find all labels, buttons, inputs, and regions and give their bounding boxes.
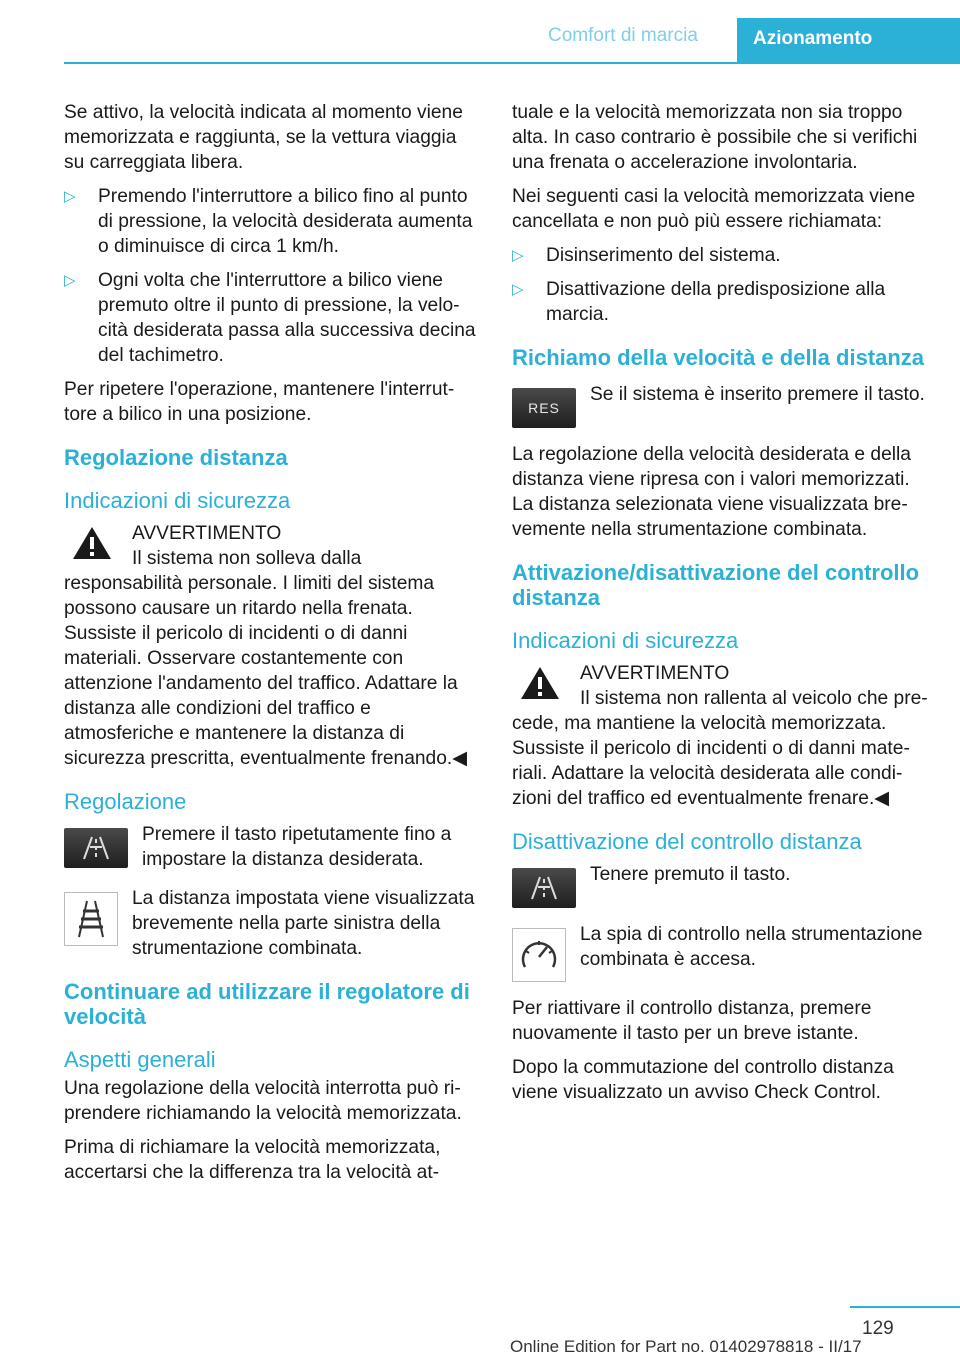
subsection-heading: Aspetti generali bbox=[64, 1047, 216, 1072]
warning-text: Il sistema non rallenta al veicolo che precede, ma mantiene la velocità memorizzata. Sussiste il pericolo di incidenti o di danni materiali. Adattare la velocità desiderata alle condizioni del traffico ed eventualmente frenare.◀ bbox=[512, 688, 928, 809]
res-text: Se il sistema è inserito premere il tasto. bbox=[590, 384, 925, 405]
paragraph: tuale e la velocità memorizzata non sia troppo alta. In caso contrario è possibile che si verifichi una frenata o accelerazione involontaria. bbox=[512, 102, 918, 173]
paragraph: Se attivo, la velocità indicata al momento viene memorizzata e raggiunta, se la vettura viaggia su carreggiata libera. bbox=[64, 102, 463, 173]
setting-row bbox=[64, 822, 478, 872]
warning-triangle-icon bbox=[64, 525, 120, 561]
distance-button-icon bbox=[64, 828, 128, 872]
subsection-heading: Disattivazione del controllo distanza bbox=[512, 829, 862, 854]
setting-text: Premere il tasto ripetutamente fino a impostare la distanza desiderata. bbox=[142, 824, 452, 870]
paragraph: Prima di richiamare la velocità memorizzata, accertarsi che la differenza tra la velocità at- bbox=[64, 1137, 441, 1183]
list-item-text: Disattivazione della predisposizione alla marcia. bbox=[546, 279, 886, 325]
lamp-text: La spia di controllo nella strumentazione combinata è accesa. bbox=[580, 924, 923, 970]
triangle-right-icon: ▷ bbox=[512, 281, 524, 298]
section-heading: Continuare ad utilizzare il regolatore di velocità bbox=[64, 979, 470, 1029]
triangle-right-icon: ▷ bbox=[512, 247, 524, 264]
warning-text: Il sistema non solleva dalla responsabilità personale. I limiti del sistema possono causare un ritardo nella frenata. Sussiste il pericolo di incidenti o di danni materiali. Osservare costantemente con attenzione l'andamento del traffico. Adattare la distanza alle condizioni del traffico e atmosferiche e mantenere la distanza di sicurezza prescritta, eventualmente frenando.◀ bbox=[64, 548, 467, 769]
page-number: 129 bbox=[862, 1318, 894, 1339]
subsection-heading: Indicazioni di sicurezza bbox=[512, 628, 739, 653]
paragraph: Nei seguenti casi la velocità memorizzata viene cancellata e non può più essere richiamata: bbox=[512, 186, 916, 232]
right-column bbox=[512, 100, 932, 1114]
hold-row bbox=[512, 862, 932, 908]
edition-note: Online Edition for Part no. 01402978818 - II/17 bbox=[510, 1337, 862, 1356]
left-column bbox=[64, 100, 478, 1194]
warning-block bbox=[512, 661, 932, 811]
header-rule bbox=[64, 62, 960, 64]
res-label: RES bbox=[512, 388, 576, 428]
paragraph: Per ripetere l'operazione, mantenere l'interruttore a bilico in una posizione. bbox=[64, 379, 455, 425]
section-heading: Richiamo della velocità e della distanza bbox=[512, 345, 925, 370]
speedometer-lamp-icon bbox=[512, 928, 566, 982]
lamp-row bbox=[512, 922, 932, 982]
header-chapter[interactable]: Azionamento bbox=[737, 18, 960, 62]
triangle-right-icon: ▷ bbox=[64, 188, 76, 205]
list-item bbox=[64, 268, 478, 368]
paragraph: La regolazione della velocità desiderata e della distanza viene ripresa con i valori memorizzati. La distanza selezionata viene visualizzata brevemente nella strumentazione combinata. bbox=[512, 444, 911, 540]
header-section[interactable]: Comfort di marcia bbox=[548, 25, 698, 46]
paragraph: Per riattivare il controllo distanza, premere nuovamente il tasto per un breve istante. bbox=[512, 998, 872, 1044]
warning-block bbox=[64, 521, 478, 771]
list-item bbox=[64, 184, 478, 259]
res-button-icon bbox=[512, 388, 576, 428]
res-row bbox=[512, 382, 932, 428]
triangle-right-icon: ▷ bbox=[64, 272, 76, 289]
list-item-text: Premendo l'interruttore a bilico fino al punto di pressione, la velocità desiderata aumenta o diminuisce di circa 1 km/h. bbox=[98, 186, 473, 257]
distance-button-icon bbox=[512, 868, 576, 908]
list-item bbox=[512, 243, 932, 268]
list-item-text: Ogni volta che l'interruttore a bilico viene premuto oltre il punto di pressione, la velocità desiderata passa alla successiva decina del tachimetro. bbox=[98, 270, 476, 366]
section-heading: Regolazione distanza bbox=[64, 445, 288, 470]
hold-text: Tenere premuto il tasto. bbox=[590, 864, 791, 885]
paragraph: Una regolazione della velocità interrotta può riprendere richiamando la velocità memorizzata. bbox=[64, 1078, 462, 1124]
warning-title: AVVERTIMENTO bbox=[580, 663, 730, 684]
display-text: La distanza impostata viene visualizzata brevemente nella parte sinistra della strumentazione combinata. bbox=[132, 888, 475, 959]
paragraph: Dopo la commutazione del controllo distanza viene visualizzato un avviso Check Control. bbox=[512, 1057, 894, 1103]
subsection-heading: Regolazione bbox=[64, 789, 187, 814]
section-heading: Attivazione/disattivazione del controllo distanza bbox=[512, 560, 920, 610]
footer-rule bbox=[850, 1306, 960, 1308]
warning-triangle-icon bbox=[512, 665, 568, 701]
warning-title: AVVERTIMENTO bbox=[132, 523, 282, 544]
list-item bbox=[512, 277, 932, 327]
subsection-heading: Indicazioni di sicurezza bbox=[64, 488, 291, 513]
display-row bbox=[64, 886, 478, 961]
list-item-text: Disinserimento del sistema. bbox=[546, 245, 781, 266]
distance-display-icon bbox=[64, 892, 118, 961]
